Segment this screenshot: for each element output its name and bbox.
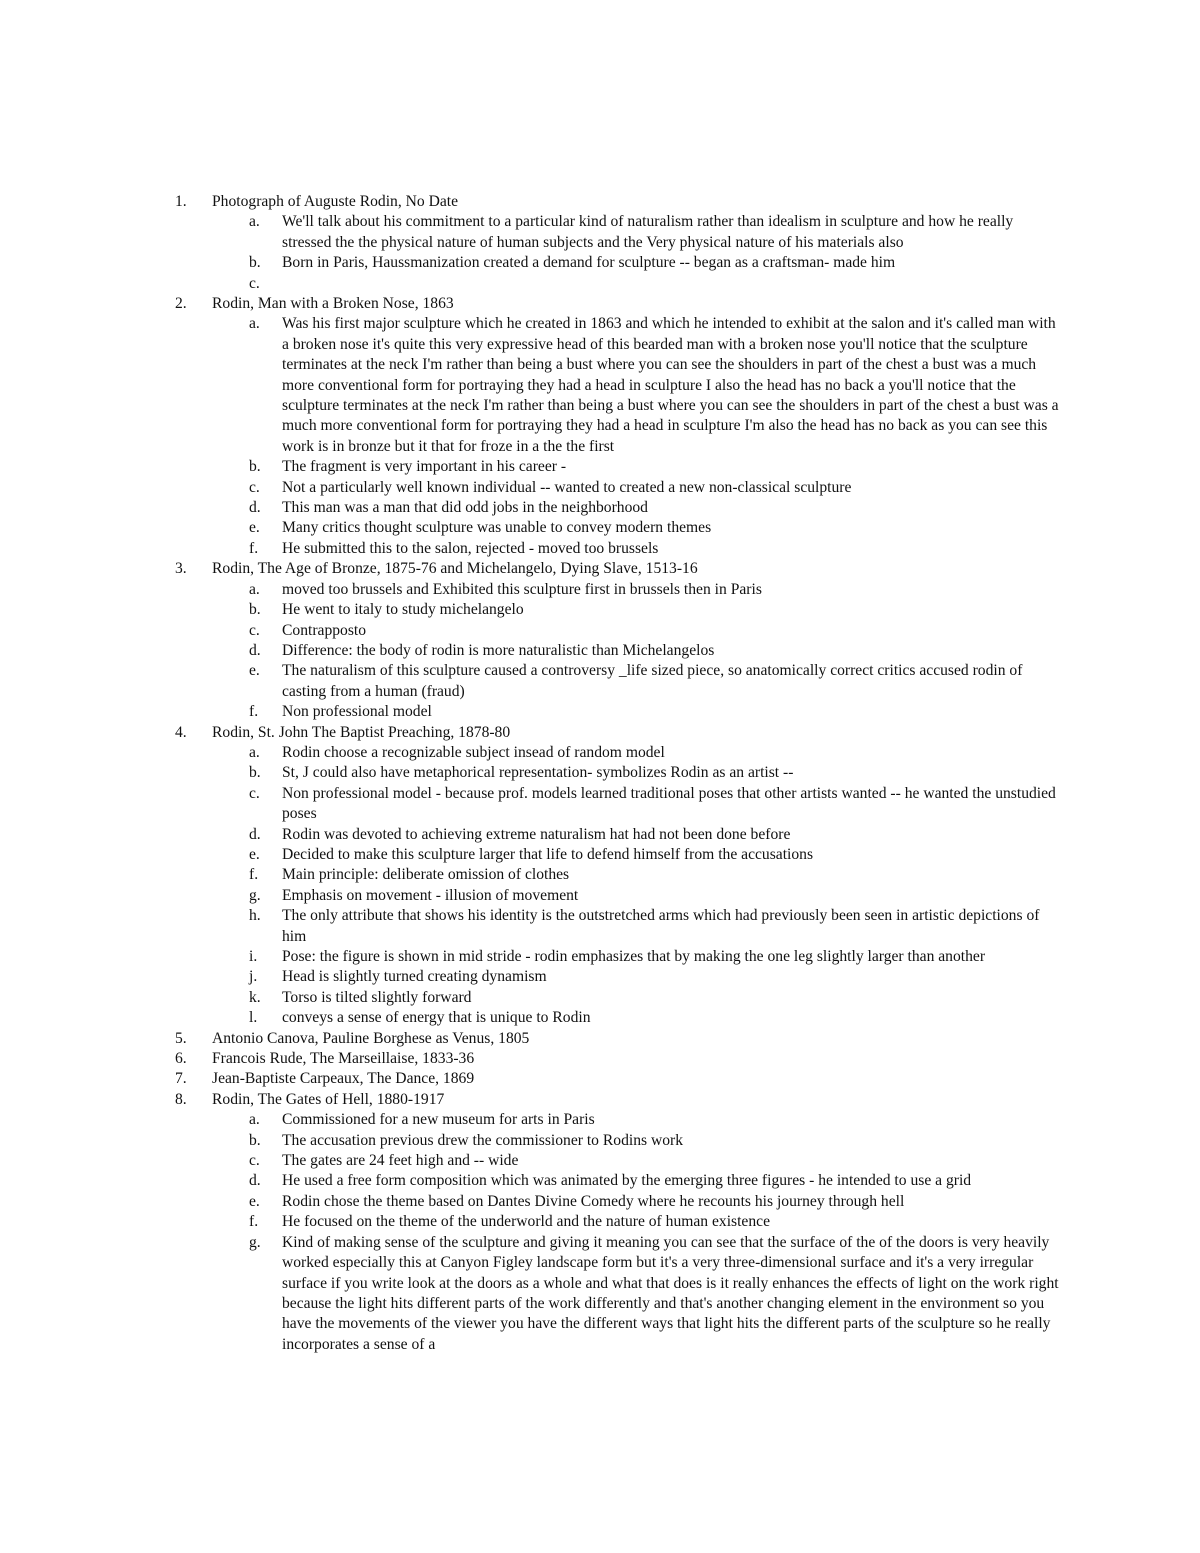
outline-subitem-letter: f. xyxy=(249,703,259,721)
outline-subitem xyxy=(0,988,1080,1008)
outline-item-heading: Photograph of Auguste Rodin, No Date xyxy=(212,193,459,210)
outline-item-heading: Rodin, Man with a Broken Nose, 1863 xyxy=(212,295,454,313)
outline-item xyxy=(0,1029,1200,1049)
outline-subitem-text: Was his first major sculpture which he created in 1863 and which he intended to exhibit at the salon and it's called man with a broken nose it's quite this very expressive head of this bearded man with a broken nose you'll notice that the sculpture terminates at the neck I'm rather than being a bust where you can see the shoulders in part of the chest a bust was a much more conventional form for portraying they had a head in sculpture I also the head has no back a you'll notice that the sculpture terminates at the neck I'm rather than being a bust where you can see the shoulders in part of the chest a bust was a much more conventional form for portraying they had a head in sculpture I'm also the head has no back as you can see this work is in bronze but it that for froze in a the the first xyxy=(282,315,1059,455)
outline-subitem-letter: c. xyxy=(249,1152,260,1170)
outline-subitem-letter: b. xyxy=(249,458,261,476)
outline-subitem-letter: b. xyxy=(249,1131,261,1149)
outline-subitem xyxy=(0,1212,1080,1232)
outline-subitem-text: Rodin chose the theme based on Dantes Divine Comedy where he recounts his journey through hell xyxy=(282,1192,905,1210)
outline-item-heading: Francois Rude, The Marseillaise, 1833-36 xyxy=(212,1050,475,1068)
outline-subitem-text: The gates are 24 feet high and -- wide xyxy=(282,1152,519,1170)
outline-subitem xyxy=(0,886,1080,906)
outline-subitem xyxy=(0,539,1080,559)
outline-subitem-letter: a. xyxy=(249,1111,260,1129)
outline-subitem xyxy=(0,1192,1080,1212)
outline-item-number: 5. xyxy=(175,1029,187,1047)
outline-subitem-letter: e. xyxy=(249,1192,260,1210)
outline-subitem-letter: b. xyxy=(249,764,261,782)
outline-subitem-text: The naturalism of this sculpture caused a controversy _life sized piece, so anatomically correct critics accused rodin of casting from a human (fraud) xyxy=(282,662,1023,700)
outline-item xyxy=(0,1049,1200,1069)
outline-subitem-text: Kind of making sense of the sculpture and giving it meaning you can see that the surface of the of the doors is very heavily worked especially this at Canyon Figley landscape form but it's a very three-dimensional surface and it's a very irregular surface if you write look at the doors as a whole and what that does is it really enhances the effects of light on the work right because the light hits different parts of the work differently and that's another changing element in the environment so you have the movements of the viewer you have the different ways that light hits the different parts of the sculpture so he really incorporates a sense of a xyxy=(282,1233,1059,1353)
outline-subitem-letter: c. xyxy=(249,274,260,292)
outline-item-number: 7. xyxy=(175,1070,187,1088)
outline-subitem xyxy=(0,743,1080,763)
outline-subitem-letter: f. xyxy=(249,866,259,884)
outline-sublist xyxy=(212,580,1080,723)
outline-item xyxy=(0,1090,1200,1355)
outline-subitem xyxy=(0,498,1080,518)
outline-subitem xyxy=(0,1233,1080,1355)
outline-subitem-text: moved too brussels and Exhibited this sculpture first in brussels then in Paris xyxy=(282,580,762,598)
outline-subitem xyxy=(0,253,1080,273)
outline-subitem-text: He used a free form composition which was animated by the emerging three figures - he intended to use a grid xyxy=(282,1172,972,1190)
outline-subitem xyxy=(0,580,1080,600)
outline-item xyxy=(0,294,1200,559)
outline-subitem-letter: i. xyxy=(249,948,258,966)
outline-subitem xyxy=(0,600,1080,620)
outline-subitem-letter: h. xyxy=(249,907,261,925)
outline-subitem-letter: a. xyxy=(249,580,260,598)
outline-item xyxy=(0,1069,1200,1089)
outline-subitem-letter: a. xyxy=(249,743,260,761)
outline-subitem xyxy=(0,947,1080,967)
outline-subitem-letter: c. xyxy=(249,478,260,496)
outline-subitem-letter: c. xyxy=(249,784,260,802)
outline-subitem xyxy=(0,314,1080,457)
outline-subitem-letter: d. xyxy=(249,499,261,517)
outline-subitem xyxy=(0,1110,1080,1130)
outline-subitem-letter: d. xyxy=(249,641,261,659)
outline-subitem-letter: d. xyxy=(249,825,261,843)
outline-subitem xyxy=(0,906,1080,947)
outline-subitem xyxy=(0,763,1080,783)
outline-subitem-text: St, J could also have metaphorical representation- symbolizes Rodin as an artist -- xyxy=(282,764,794,782)
outline-subitem-text: Not a particularly well known individual -- wanted to created a new non-classical sculpture xyxy=(282,478,852,496)
outline-item xyxy=(0,723,1200,1029)
outline-subitem xyxy=(0,825,1080,845)
outline-subitem xyxy=(0,967,1080,987)
outline-subitem-text: Emphasis on movement - illusion of movement xyxy=(282,886,579,904)
outline-item xyxy=(0,192,1200,294)
outline-subitem-text: Difference: the body of rodin is more naturalistic than Michelangelos xyxy=(282,641,715,659)
outline-subitem-text: Rodin choose a recognizable subject insead of random model xyxy=(282,743,665,761)
outline-sublist xyxy=(212,743,1080,1029)
outline-item-number: 2. xyxy=(175,295,187,313)
outline-subitem-text: He focused on the theme of the underworld and the nature of human existence xyxy=(282,1213,770,1231)
outline-item-number: 4. xyxy=(175,723,187,741)
outline-subitem-letter: d. xyxy=(249,1172,261,1190)
outline-subitem-text: Many critics thought sculpture was unable to convey modern themes xyxy=(282,519,712,537)
outline-subitem-text: Non professional model xyxy=(282,703,432,721)
outline-subitem-letter: f. xyxy=(249,539,259,557)
outline-subitem xyxy=(0,1171,1080,1191)
outline-subitem-letter: k. xyxy=(249,988,261,1006)
outline-subitem xyxy=(0,621,1080,641)
outline-subitem xyxy=(0,274,1080,294)
outline-subitem-text: He submitted this to the salon, rejected - moved too brussels xyxy=(282,539,659,557)
outline-subitem-letter: g. xyxy=(249,886,261,904)
outline-subitem xyxy=(0,865,1080,885)
outline-subitem-text: This man was a man that did odd jobs in the neighborhood xyxy=(282,499,648,517)
outline-item-number: 3. xyxy=(175,560,187,578)
outline-subitem xyxy=(0,457,1080,477)
outline-subitem xyxy=(0,641,1080,661)
outline-subitem-text: The fragment is very important in his career - xyxy=(282,458,567,476)
lecture-notes-outline xyxy=(0,192,1200,1355)
outline-item-heading: Rodin, The Gates of Hell, 1880-1917 xyxy=(212,1090,445,1108)
outline-subitem-text: Rodin was devoted to achieving extreme naturalism hat had not been done before xyxy=(282,825,791,843)
outline-subitem xyxy=(0,1008,1080,1028)
outline-item-heading: Rodin, The Age of Bronze, 1875-76 and Michelangelo, Dying Slave, 1513-16 xyxy=(212,560,698,578)
outline-subitem-text: conveys a sense of energy that is unique to Rodin xyxy=(282,1009,591,1027)
outline-subitem xyxy=(0,784,1080,825)
outline-subitem-letter: j. xyxy=(249,968,258,986)
outline-subitem xyxy=(0,212,1080,253)
outline-item-number: 1. xyxy=(175,193,187,210)
outline-item-number: 6. xyxy=(175,1050,187,1068)
outline-sublist xyxy=(212,314,1080,559)
outline-subitem xyxy=(0,518,1080,538)
outline-subitem-letter: a. xyxy=(249,213,260,231)
outline-sublist xyxy=(212,212,1080,294)
outline-subitem-letter: e. xyxy=(249,845,260,863)
outline-subitem-text: Born in Paris, Haussmanization created a demand for sculpture -- began as a craftsman- made him xyxy=(282,254,896,272)
outline-subitem-text: We'll talk about his commitment to a particular kind of naturalism rather than idealism in sculpture and how he really stressed the the physical nature of human subjects and the Very physical nature of his materials also xyxy=(282,213,1014,251)
outline-subitem xyxy=(0,702,1080,722)
outline-subitem-text: Head is slightly turned creating dynamism xyxy=(282,968,547,986)
outline-item xyxy=(0,559,1200,722)
outline-subitem-text: The only attribute that shows his identity is the outstretched arms which had previously been seen in artistic depictions of him xyxy=(282,907,1040,945)
outline-subitem-text: Main principle: deliberate omission of clothes xyxy=(282,866,570,884)
outline-subitem-letter: a. xyxy=(249,315,260,333)
outline-subitem-letter: f. xyxy=(249,1213,259,1231)
outline-sublist xyxy=(212,1110,1080,1355)
outline-subitem-letter: e. xyxy=(249,662,260,680)
outline-subitem xyxy=(0,661,1080,702)
outline-subitem xyxy=(0,1131,1080,1151)
outline-subitem-letter: l. xyxy=(249,1009,258,1027)
outline-subitem-letter: b. xyxy=(249,601,261,619)
outline-subitem-letter: g. xyxy=(249,1233,261,1251)
outline-subitem-text: Pose: the figure is shown in mid stride - rodin emphasizes that by making the one leg slightly larger than another xyxy=(282,948,986,966)
outline-subitem-text: The accusation previous drew the commissioner to Rodins work xyxy=(282,1131,684,1149)
outline-subitem-text: Non professional model - because prof. models learned traditional poses that other artists wanted -- he wanted the unstudied poses xyxy=(282,784,1056,823)
outline-subitem-text: Decided to make this sculpture larger that life to defend himself from the accusations xyxy=(282,845,814,863)
outline-subitem xyxy=(0,478,1080,498)
outline-item-heading: Rodin, St. John The Baptist Preaching, 1878-80 xyxy=(212,723,511,741)
outline-subitem-text: He went to italy to study michelangelo xyxy=(282,601,524,619)
outline-subitem xyxy=(0,845,1080,865)
outline-item-number: 8. xyxy=(175,1090,187,1108)
outline-item-heading: Jean-Baptiste Carpeaux, The Dance, 1869 xyxy=(212,1070,475,1088)
outline-item-heading: Antonio Canova, Pauline Borghese as Venus, 1805 xyxy=(212,1029,530,1047)
outline-subitem-text: Commissioned for a new museum for arts in Paris xyxy=(282,1111,595,1129)
outline-subitem xyxy=(0,1151,1080,1171)
outline-subitem-letter: e. xyxy=(249,519,260,537)
outline-subitem-text: Contrapposto xyxy=(282,621,367,639)
outline-subitem-letter: c. xyxy=(249,621,260,639)
outline-subitem-text: Torso is tilted slightly forward xyxy=(282,988,472,1006)
outline-subitem-letter: b. xyxy=(249,254,261,272)
